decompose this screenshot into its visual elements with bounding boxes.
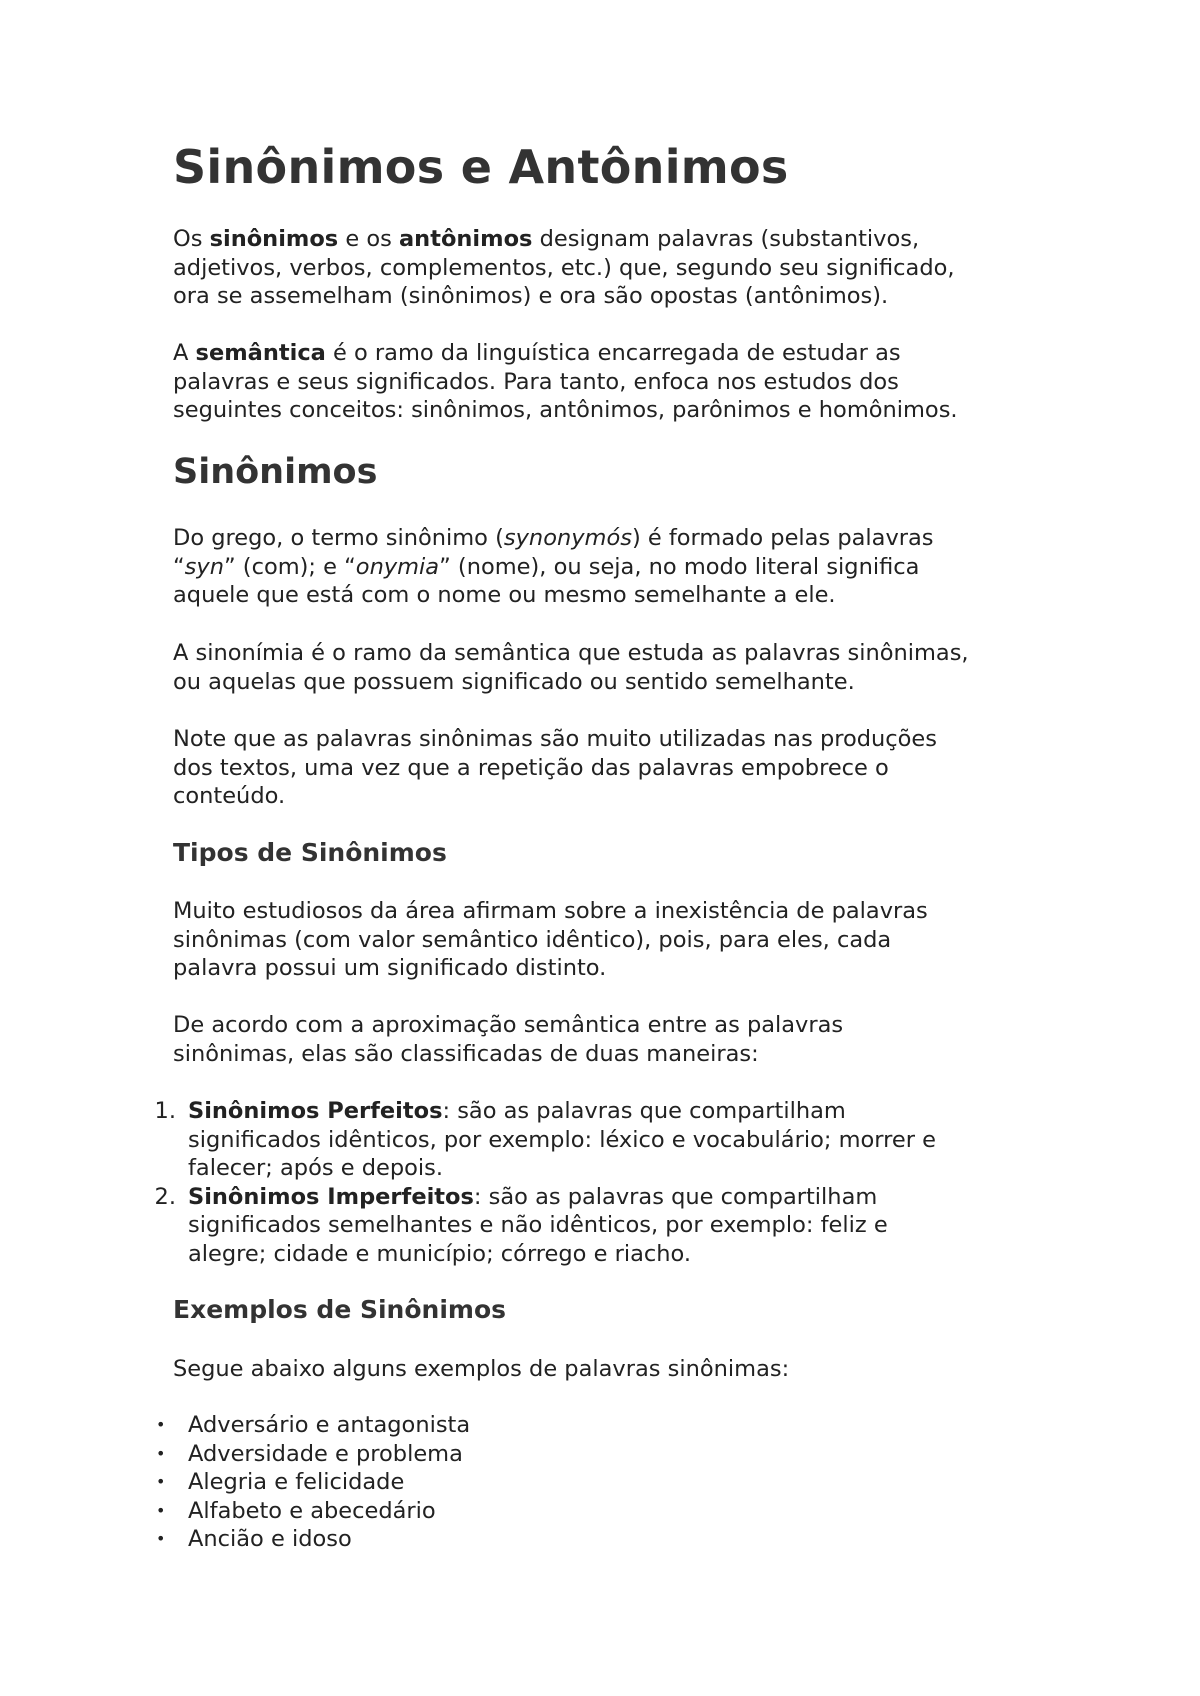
document-title: Sinônimos e Antônimos [173,140,789,194]
list-number: 1. [154,1098,176,1124]
text-run: A [173,340,196,366]
text-line [173,524,934,553]
text-line [188,1183,936,1212]
text-run: ” (nome), ou seja, no modo literal significa [439,553,920,580]
list-item [156,1468,470,1497]
list-item [154,1097,936,1183]
text-line: A sinonímia é o ramo da semântica que estuda as palavras sinônimas, [173,640,969,666]
bold-term: sinônimos [209,226,339,252]
text-line [173,339,958,368]
text-line: ou aquelas que possuem significado ou sentido semelhante. [173,668,855,695]
bullet-icon: • [156,1443,166,1463]
intro-paragraph-2 [173,339,958,425]
italic-term: syn [184,553,224,580]
text-line: sinônimas, elas são classificadas de duas maneiras: [173,1040,759,1067]
bold-term: Sinônimos Perfeitos [188,1098,443,1124]
exemplos-intro [173,1355,789,1384]
text-line: ora se assemelham (sinônimos) e ora são opostas (antônimos). [173,283,889,309]
text-line: Ancião e idoso [188,1526,352,1552]
list-item [156,1525,470,1554]
italic-term: onymia [355,553,440,580]
list-item [154,1183,936,1269]
text-line: seguintes conceitos: sinônimos, antônimos, parônimos e homônimos. [173,397,958,423]
tipos-paragraph-2 [173,1011,843,1068]
text-line: Adversidade e problema [188,1440,463,1467]
text-line: significados idênticos, por exemplo: léxico e vocabulário; morrer e [188,1126,936,1153]
bullet-icon: • [156,1529,166,1548]
text-run: “ [173,553,185,580]
section-heading-sinonimos: Sinônimos [173,452,378,492]
text-run: : são as palavras que compartilham [442,1098,846,1124]
text-line: Alegria e felicidade [188,1469,405,1495]
text-run: e os [338,226,399,252]
text-line: alegre; cidade e município; córrego e riacho. [188,1240,692,1267]
list-item [156,1440,470,1469]
bullet-icon: • [156,1472,166,1491]
text-line: Muito estudiosos da área afirmam sobre a inexistência de palavras [173,898,928,924]
text-run: ) é formado pelas palavras [631,525,934,551]
text-run: designam palavras (substantivos, [532,226,920,252]
section-heading-exemplos: Exemplos de Sinônimos [173,1295,507,1324]
sinonimos-paragraph-2 [173,639,969,696]
text-line: Alfabeto e abecedário [188,1497,436,1524]
text-line [173,225,955,254]
text-line: aquele que está com o nome ou mesmo semelhante a ele. [173,582,836,608]
sinonimos-paragraph-1 [173,524,934,610]
bullet-icon: • [156,1500,166,1520]
text-run: Do grego, o termo sinônimo ( [173,525,504,551]
ordered-list-tipos [154,1097,936,1268]
text-line: sinônimas (com valor semântico idêntico), pois, para eles, cada [173,926,892,953]
text-run: Os [173,226,210,252]
italic-term: synonymós [503,525,632,551]
bold-term: Sinônimos Imperfeitos [188,1183,474,1210]
text-line: dos textos, uma vez que a repetição das palavras empobrece o [173,754,889,781]
text-line: palavras e seus significados. Para tanto, enfoca nos estudos dos [173,368,899,395]
sinonimos-paragraph-3 [173,725,937,811]
list-item [156,1497,470,1526]
text-line [173,553,934,582]
text-run: ” (com); e “ [223,553,356,580]
text-run: é o ramo da linguística encarregada de estudar as [325,340,901,366]
text-line: De acordo com a aproximação semântica entre as palavras [173,1012,844,1038]
intro-paragraph-1 [173,225,955,311]
text-line: falecer; após e depois. [188,1155,444,1181]
bold-term: semântica [195,340,326,366]
bullet-list-exemplos [156,1411,471,1554]
text-line: significados semelhantes e não idênticos, por exemplo: feliz e [188,1212,888,1238]
section-heading-tipos: Tipos de Sinônimos [173,838,447,867]
list-item [156,1411,471,1440]
tipos-paragraph-1 [173,897,928,983]
text-line [188,1097,936,1126]
text-run: : são as palavras que compartilham [473,1183,878,1210]
bullet-icon: • [156,1415,166,1434]
text-line: Adversário e antagonista [188,1412,471,1438]
text-line: Segue abaixo alguns exemplos de palavras sinônimas: [173,1356,790,1382]
text-line: Note que as palavras sinônimas são muito utilizadas nas produções [173,726,937,752]
bold-term: antônimos [399,226,533,252]
text-line: adjetivos, verbos, complementos, etc.) que, segundo seu significado, [173,254,955,281]
text-line: conteúdo. [173,783,286,809]
text-line: palavra possui um significado distinto. [173,955,607,981]
list-number: 2. [154,1183,176,1210]
